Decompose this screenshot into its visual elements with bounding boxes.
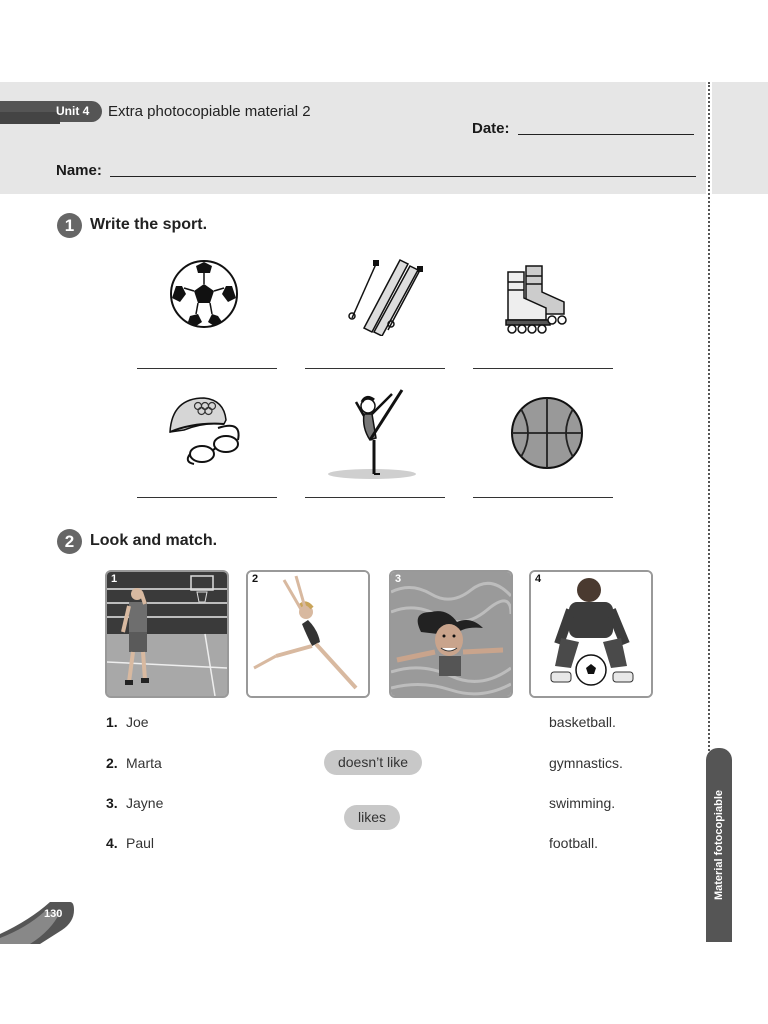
match-row-1-name: Joe — [126, 714, 149, 730]
gymnast-leap-icon — [248, 572, 368, 696]
side-tab-text: Material fotocopiable — [713, 789, 725, 901]
match-row-2-sport: gymnastics. — [549, 755, 623, 771]
answer-line-5[interactable] — [305, 497, 445, 498]
match-row-1-number: 1. — [106, 714, 118, 730]
boy-on-football-icon — [531, 572, 651, 696]
date-label: Date: — [472, 120, 510, 137]
photo-3-swimmer — [389, 570, 513, 698]
exercise-1-instruction: Write the sport. — [90, 216, 208, 233]
photo-1-basketball-player — [105, 570, 229, 698]
header-band — [0, 82, 706, 194]
photo-4-boy-on-football — [529, 570, 653, 698]
name-field[interactable] — [110, 176, 696, 177]
match-row-4-number: 4. — [106, 835, 118, 851]
match-row-3-sport: swimming. — [549, 795, 616, 811]
gymnast-icon — [326, 384, 418, 480]
exercise-2-instruction: Look and match. — [90, 532, 218, 549]
underwater-swimmer-icon — [391, 572, 511, 696]
answer-line-1[interactable] — [137, 368, 277, 369]
answer-line-2[interactable] — [305, 368, 445, 369]
football-ball-icon — [166, 258, 242, 330]
unit-label: Unit 4 — [56, 104, 90, 118]
answer-line-4[interactable] — [137, 497, 277, 498]
side-band — [712, 82, 768, 194]
match-row-4-sport: football. — [549, 835, 599, 851]
basketball-ball-icon — [507, 395, 587, 471]
page-number: 130 — [44, 908, 63, 920]
name-label: Name: — [56, 162, 102, 179]
match-row-3-name: Jayne — [126, 795, 164, 811]
match-row-2-name: Marta — [126, 755, 162, 771]
exercise-1-number: 1 — [57, 213, 82, 238]
exercise-2-number: 2 — [57, 529, 82, 554]
side-tab-label — [706, 748, 732, 942]
date-field[interactable] — [518, 134, 694, 135]
photo-4-number: 4 — [535, 573, 542, 585]
match-row-4-name: Paul — [126, 835, 155, 851]
photo-2-number: 2 — [252, 573, 259, 585]
page-corner — [0, 900, 80, 944]
answer-line-6[interactable] — [473, 497, 613, 498]
answer-line-3[interactable] — [473, 368, 613, 369]
match-row-3-number: 3. — [106, 795, 118, 811]
photo-3-number: 3 — [395, 573, 402, 585]
worksheet-title: Extra photocopiable material 2 — [108, 103, 311, 120]
verb-doesnt-like[interactable]: doesn’t like — [324, 750, 422, 775]
match-row-1-sport: basketball. — [549, 714, 616, 730]
skis-icon — [346, 256, 428, 336]
photo-1-number: 1 — [111, 573, 118, 585]
match-row-2-number: 2. — [106, 755, 118, 771]
verb-likes[interactable]: likes — [344, 805, 400, 830]
roller-skates-icon — [500, 262, 580, 334]
unit-tab-shadow — [0, 112, 60, 124]
basketball-court-icon — [107, 572, 227, 696]
swimming-cap-goggles-icon — [164, 392, 246, 466]
photo-2-gymnast — [246, 570, 370, 698]
